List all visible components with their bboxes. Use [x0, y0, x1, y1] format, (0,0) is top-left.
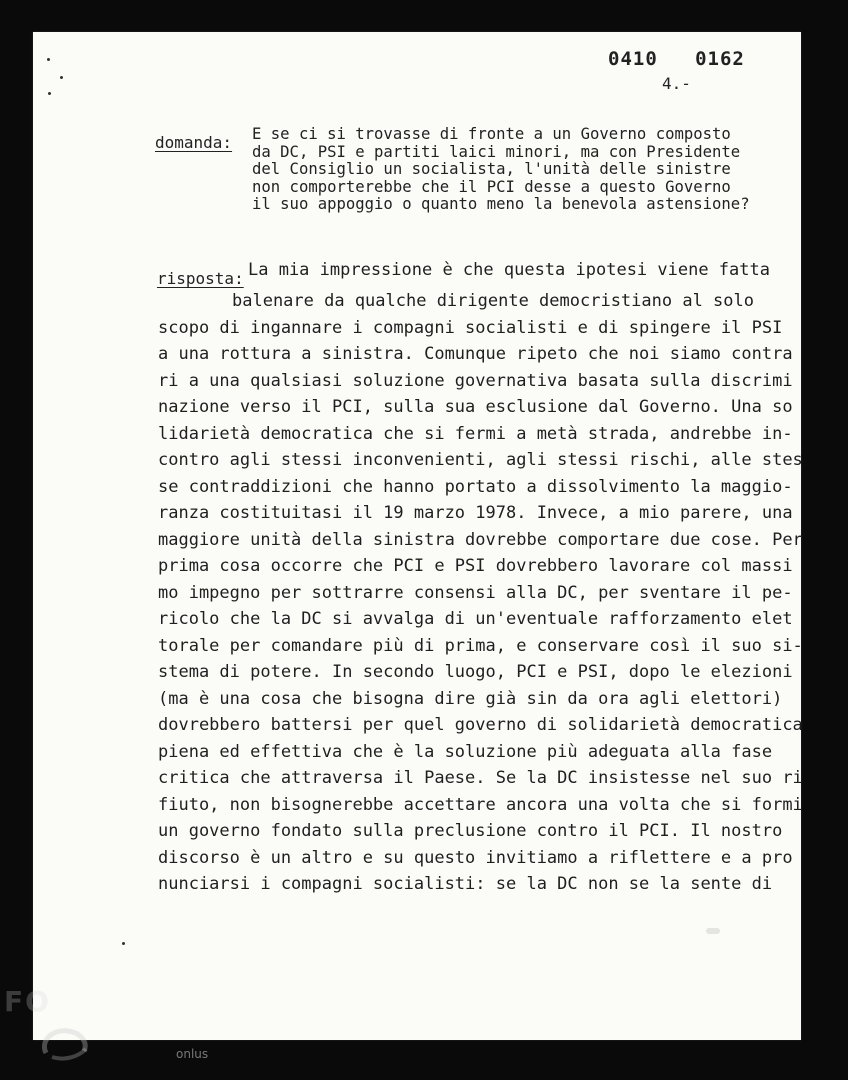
- paper-smudge: [706, 928, 720, 934]
- answer-line: dovrebbero battersi per quel governo di solidarietà democratica: [158, 715, 803, 735]
- question-line: non comporterebbe che il PCI desse a questo Governo: [252, 177, 731, 196]
- watermark-text: FO: [4, 985, 51, 1018]
- paper-speck: [47, 58, 50, 61]
- paper-speck: [48, 92, 51, 95]
- answer-line: mo impegno per sottrarre consensi alla DC, per sventare il pe-: [158, 582, 793, 603]
- question-line: da DC, PSI e partiti laici minori, ma con Presidente: [252, 142, 741, 161]
- question-label: domanda:: [155, 133, 233, 152]
- answer-line: contro agli stessi inconvenienti, agli stessi rischi, alle stes: [158, 450, 803, 470]
- answer-line: ri a una qualsiasi soluzione governativa basata sulla discrimi: [158, 370, 793, 391]
- answer-line: un governo fondato sulla preclusione contro il PCI. Il nostro: [158, 821, 783, 841]
- answer-first-line: La mia impressione è che questa ipotesi viene fatta: [248, 260, 770, 280]
- answer-line: a una rottura a sinistra. Comunque ripeto che noi siamo contra: [158, 344, 793, 364]
- answer-line: ranza costituitasi il 19 marzo 1978. Invece, a mio parere, una: [158, 503, 793, 523]
- answer-line: critica che attraversa il Paese. Se la DC insistesse nel suo ri: [158, 768, 803, 788]
- watermark-onlus: onlus: [176, 1047, 209, 1061]
- answer-label: risposta:: [157, 269, 244, 288]
- answer-text: [158, 288, 803, 898]
- answer-line: maggiore unità della sinistra dovrebbe comportare due cose. Per: [158, 529, 803, 550]
- answer-line: (ma è una cosa che bisogna dire già sin da ora agli elettori): [158, 688, 783, 709]
- question-line: del Consiglio un socialista, l'unità delle sinistre: [252, 160, 731, 179]
- answer-line: fiuto, non bisognerebbe accettare ancora una volta che si formi: [158, 794, 803, 815]
- watermark-logo-icon: [38, 1023, 98, 1063]
- answer-line: balenare da qualche dirigente democristiano al solo: [232, 291, 754, 311]
- paper-speck: [122, 942, 125, 945]
- answer-line: prima cosa occorre che PCI e PSI dovrebbero lavorare col massi: [158, 556, 793, 576]
- answer-line: piena ed effettiva che è la soluzione più adeguata alla fase: [158, 741, 773, 762]
- answer-line: nunciarsi i compagni socialisti: se la DC non se la sente di: [158, 874, 773, 894]
- answer-line: scopo di ingannare i compagni socialisti e di spingere il PSI: [158, 317, 783, 338]
- question-line: E se ci si trovasse di fronte a un Governo composto: [252, 125, 731, 143]
- question-text: [252, 126, 772, 214]
- answer-line: stema di potere. In secondo luogo, PCI e PSI, dopo le elezioni: [158, 662, 793, 682]
- question-line: il suo appoggio o quanto meno la benevola astensione?: [252, 195, 750, 214]
- answer-line: ricolo che la DC si avvalga di un'eventuale rafforzamento elet: [158, 609, 793, 629]
- answer-line: nazione verso il PCI, sulla sua esclusione dal Governo. Una so: [158, 397, 793, 417]
- answer-line: torale per comandare più di prima, e conservare così il suo si-: [158, 635, 803, 656]
- answer-line: discorso è un altro e su questo invitiamo a riflettere e a pro: [158, 847, 793, 868]
- answer-line: se contraddizioni che hanno portato a dissolvimento la maggio-: [158, 476, 793, 497]
- paper-speck: [60, 76, 63, 79]
- archive-reference-number: 0410 0162: [608, 48, 745, 70]
- page-number: 4.-: [662, 74, 691, 93]
- archive-watermark: [4, 985, 224, 1075]
- answer-line: lidarietà democratica che si fermi a metà strada, andrebbe in-: [158, 423, 793, 444]
